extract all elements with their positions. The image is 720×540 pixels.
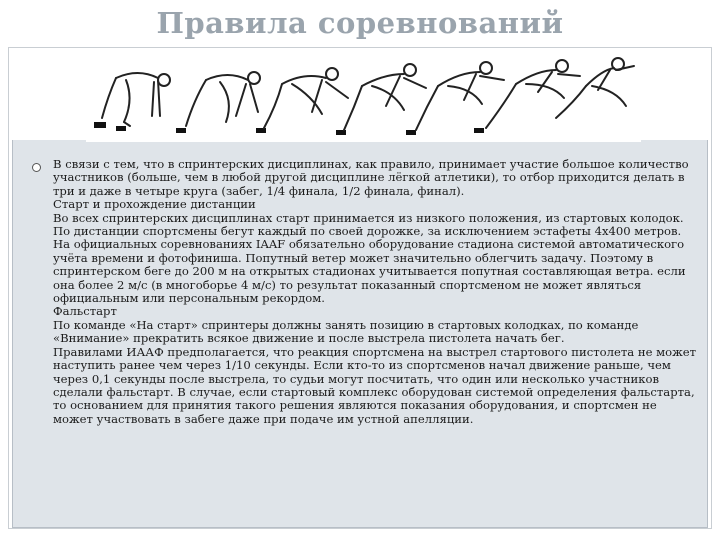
sprinter-figure-2 [186, 72, 260, 126]
body-text [53, 158, 698, 426]
paragraph-iaaf-rules: Правилами ИААФ предполагается, что реакция спортсмена на выстрел стартового пистолета не может наступить ранее чем через 1/10 секунды. Если кто-то из спортсменов начал движение раньше, чем через 0,1 секунды после выстрела, то судьи могут посчитать, что один или несколько участников сделали фальстарт. В случае, если стартовый комплекс оборудован системой определения фальстарта, то основанием для принятия такого решения являются показания оборудования, и спортсмен не может участвовать в забеге даже при подаче им устной апелляции. [53, 344, 697, 426]
start-blocks [94, 122, 484, 135]
slide-title: Правила соревнований [156, 6, 564, 40]
paragraph-commands: По команде «На старт» спринтеры должны занять позицию в стартовых колодках, по команде «Внимание» прекратить всякое движение и после выстрела пистолета начать бег. [53, 317, 639, 346]
sprinter-figure-5 [416, 62, 504, 130]
bullet-icon [32, 163, 41, 172]
sprinter-figure-1 [102, 73, 170, 126]
heading-start: Старт и прохождение дистанции [53, 197, 256, 212]
sprinter-sequence-drawing [86, 56, 641, 142]
sprinter-figure-4 [344, 64, 426, 130]
paragraph-start: Во всех спринтерских дисциплинах старт принимается из низкого положения, из стартовых колодок. По дистанции спортсмены бегут каждый по своей дорожке, за исключением эстафеты 4х400 метров. На официальных соревнованиях IAAF обязательно оборудование стадиона системой автоматического учёта времени и фотофиниша. Попутный ветер может значительно облегчить задачу. Поэтому в спринтерском беге до 200 м на открытых стадионах учитывается попутная составляющая ветра. если она более 2 м/с (в многоборье 4 м/с) то результат показанный спортсменом не может являться официальным или персональным рекордом. [53, 210, 686, 306]
paragraph-selection: В связи с тем, что в спринтерских дисциплинах, как правило, принимает участие большое количество участников (больше, чем в любой другой дисциплине лёгкой атлетики), то отбор приходится делать в три и даже в четыре круга (забег, 1/4 финала, 1/2 финала, финал). [53, 157, 689, 198]
heading-false-start: Фальстарт [53, 304, 117, 319]
sprinter-figure-3 [264, 68, 348, 128]
sprinter-start-illustration [86, 56, 641, 142]
sprinter-figure-6 [486, 60, 580, 128]
